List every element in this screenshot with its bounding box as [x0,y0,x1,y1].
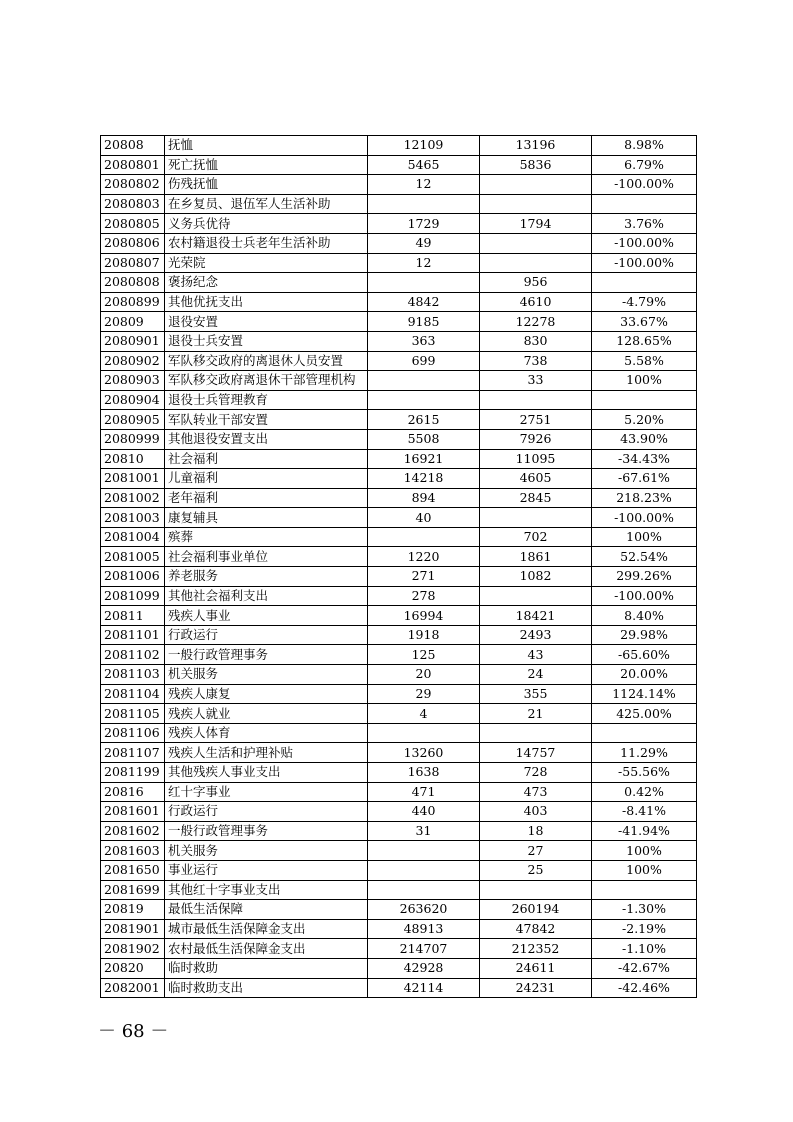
row-code-cell: 2080999 [101,429,165,449]
row-percent-cell: 5.20% [592,410,697,430]
row-name-cell: 退役士兵安置 [165,331,368,351]
row-value-1-cell: 29 [368,684,480,704]
row-percent-cell: 299.26% [592,567,697,587]
row-value-2-cell: 1861 [480,547,592,567]
row-code-cell: 2080904 [101,390,165,410]
row-value-1-cell: 20 [368,665,480,685]
row-value-2-cell [480,175,592,195]
row-value-1-cell [368,390,480,410]
row-percent-cell: 1124.14% [592,684,697,704]
row-percent-cell: 6.79% [592,155,697,175]
row-code-cell: 2081106 [101,723,165,743]
row-code-cell: 20816 [101,782,165,802]
row-value-1-cell: 9185 [368,312,480,332]
row-name-cell: 其他社会福利支出 [165,586,368,606]
table-row [101,469,697,489]
row-value-1-cell: 42114 [368,978,480,998]
row-name-cell: 军队移交政府离退休干部管理机构 [165,371,368,391]
row-name-cell: 其他退役安置支出 [165,429,368,449]
row-percent-cell: 3.76% [592,214,697,234]
row-code-cell: 2080901 [101,331,165,351]
table-row [101,782,697,802]
row-code-cell: 2081101 [101,625,165,645]
row-value-1-cell: 13260 [368,743,480,763]
table-row [101,292,697,312]
row-value-2-cell: 33 [480,371,592,391]
row-percent-cell: -42.67% [592,958,697,978]
row-percent-cell: 5.58% [592,351,697,371]
row-code-cell: 2081699 [101,880,165,900]
row-value-1-cell: 1638 [368,763,480,783]
row-percent-cell: -34.43% [592,449,697,469]
row-percent-cell: -8.41% [592,802,697,822]
row-percent-cell: 20.00% [592,665,697,685]
table-row [101,449,697,469]
row-code-cell: 2080801 [101,155,165,175]
row-value-2-cell: 260194 [480,900,592,920]
row-name-cell: 社会福利事业单位 [165,547,368,567]
row-percent-cell: -55.56% [592,763,697,783]
row-name-cell: 殡葬 [165,527,368,547]
row-value-1-cell [368,273,480,293]
row-value-2-cell: 25 [480,860,592,880]
row-value-1-cell: 49 [368,233,480,253]
row-value-1-cell: 14218 [368,469,480,489]
row-value-2-cell: 18421 [480,606,592,626]
table-row [101,488,697,508]
row-name-cell: 义务兵优待 [165,214,368,234]
row-code-cell: 2081107 [101,743,165,763]
row-value-1-cell: 1220 [368,547,480,567]
table-row [101,645,697,665]
row-name-cell: 行政运行 [165,625,368,645]
row-value-2-cell [480,390,592,410]
row-value-2-cell: 27 [480,841,592,861]
table-row [101,410,697,430]
row-name-cell: 残疾人康复 [165,684,368,704]
row-value-2-cell: 13196 [480,136,592,156]
table-row [101,919,697,939]
table-row [101,547,697,567]
row-name-cell: 残疾人体育 [165,723,368,743]
row-value-1-cell: 42928 [368,958,480,978]
budget-table-body [101,136,697,998]
table-row [101,214,697,234]
row-value-2-cell: 1082 [480,567,592,587]
row-value-1-cell [368,371,480,391]
row-name-cell: 军队移交政府的离退休人员安置 [165,351,368,371]
table-row [101,390,697,410]
row-percent-cell [592,194,697,214]
row-value-2-cell: 702 [480,527,592,547]
row-value-1-cell [368,860,480,880]
row-value-2-cell: 24611 [480,958,592,978]
row-value-1-cell [368,194,480,214]
row-code-cell: 2082001 [101,978,165,998]
row-percent-cell: -65.60% [592,645,697,665]
row-code-cell: 20819 [101,900,165,920]
table-row [101,684,697,704]
row-percent-cell [592,390,697,410]
row-value-1-cell: 4 [368,704,480,724]
row-code-cell: 20810 [101,449,165,469]
row-percent-cell: -2.19% [592,919,697,939]
row-value-2-cell [480,880,592,900]
row-name-cell: 死亡抚恤 [165,155,368,175]
table-row [101,665,697,685]
row-name-cell: 事业运行 [165,860,368,880]
table-row [101,958,697,978]
row-code-cell: 2081601 [101,802,165,822]
table-row [101,136,697,156]
row-value-1-cell: 278 [368,586,480,606]
row-name-cell: 残疾人生活和护理补贴 [165,743,368,763]
row-value-2-cell: 4605 [480,469,592,489]
row-percent-cell: 29.98% [592,625,697,645]
row-value-1-cell: 12109 [368,136,480,156]
row-value-1-cell: 1918 [368,625,480,645]
table-row [101,371,697,391]
row-percent-cell: -67.61% [592,469,697,489]
row-value-2-cell: 956 [480,273,592,293]
row-code-cell: 2080805 [101,214,165,234]
row-name-cell: 褒扬纪念 [165,273,368,293]
row-code-cell: 20811 [101,606,165,626]
table-row [101,743,697,763]
table-row [101,939,697,959]
table-row [101,175,697,195]
row-value-2-cell: 403 [480,802,592,822]
table-row [101,508,697,528]
row-value-1-cell: 263620 [368,900,480,920]
table-row [101,625,697,645]
row-value-1-cell: 16921 [368,449,480,469]
row-code-cell: 2081099 [101,586,165,606]
row-value-2-cell [480,723,592,743]
row-code-cell: 2080806 [101,233,165,253]
row-value-2-cell: 24 [480,665,592,685]
row-name-cell: 最低生活保障 [165,900,368,920]
row-code-cell: 2081002 [101,488,165,508]
row-percent-cell: 8.98% [592,136,697,156]
page-number: － 68 － [98,1021,169,1042]
row-name-cell: 其他残疾人事业支出 [165,763,368,783]
table-row [101,429,697,449]
row-code-cell: 2081001 [101,469,165,489]
table-row [101,606,697,626]
row-percent-cell [592,273,697,293]
row-value-2-cell: 830 [480,331,592,351]
row-value-1-cell: 48913 [368,919,480,939]
row-code-cell: 2080807 [101,253,165,273]
row-value-2-cell: 21 [480,704,592,724]
row-percent-cell: 218.23% [592,488,697,508]
row-value-1-cell [368,527,480,547]
row-value-2-cell: 18 [480,821,592,841]
table-row [101,567,697,587]
row-code-cell: 2081006 [101,567,165,587]
row-code-cell: 2081003 [101,508,165,528]
row-percent-cell: 100% [592,860,697,880]
row-value-2-cell: 14757 [480,743,592,763]
row-value-2-cell: 7926 [480,429,592,449]
table-row [101,763,697,783]
row-percent-cell: 100% [592,841,697,861]
row-code-cell: 2081005 [101,547,165,567]
row-percent-cell: 128.65% [592,331,697,351]
table-row [101,841,697,861]
row-value-2-cell: 24231 [480,978,592,998]
row-value-1-cell: 214707 [368,939,480,959]
row-code-cell: 2080808 [101,273,165,293]
row-name-cell: 养老服务 [165,567,368,587]
row-value-1-cell: 440 [368,802,480,822]
row-name-cell: 红十字事业 [165,782,368,802]
row-name-cell: 军队转业干部安置 [165,410,368,430]
row-value-2-cell: 2845 [480,488,592,508]
row-percent-cell: 52.54% [592,547,697,567]
table-row [101,860,697,880]
row-percent-cell: 425.00% [592,704,697,724]
row-value-2-cell: 355 [480,684,592,704]
row-value-1-cell: 31 [368,821,480,841]
row-percent-cell [592,723,697,743]
table-row [101,312,697,332]
row-percent-cell: 43.90% [592,429,697,449]
row-percent-cell: 33.67% [592,312,697,332]
row-value-1-cell: 699 [368,351,480,371]
row-value-2-cell [480,253,592,273]
row-name-cell: 在乡复员、退伍军人生活补助 [165,194,368,214]
row-code-cell: 2081105 [101,704,165,724]
row-code-cell: 20809 [101,312,165,332]
row-name-cell: 农村最低生活保障金支出 [165,939,368,959]
table-row [101,194,697,214]
table-row [101,273,697,293]
table-row [101,723,697,743]
row-percent-cell: -42.46% [592,978,697,998]
row-value-2-cell: 212352 [480,939,592,959]
row-value-2-cell: 47842 [480,919,592,939]
row-value-1-cell: 5465 [368,155,480,175]
row-value-2-cell: 4610 [480,292,592,312]
row-name-cell: 其他红十字事业支出 [165,880,368,900]
row-name-cell: 老年福利 [165,488,368,508]
row-name-cell: 机关服务 [165,665,368,685]
row-percent-cell: -41.94% [592,821,697,841]
row-percent-cell: -4.79% [592,292,697,312]
row-name-cell: 光荣院 [165,253,368,273]
row-value-2-cell: 738 [480,351,592,371]
row-value-1-cell: 271 [368,567,480,587]
row-code-cell: 2080803 [101,194,165,214]
row-percent-cell: 11.29% [592,743,697,763]
row-name-cell: 临时救助 [165,958,368,978]
row-percent-cell [592,880,697,900]
row-value-1-cell [368,723,480,743]
row-value-2-cell: 11095 [480,449,592,469]
row-value-1-cell: 16994 [368,606,480,626]
row-percent-cell: -100.00% [592,508,697,528]
row-code-cell: 2081901 [101,919,165,939]
table-row [101,978,697,998]
row-code-cell: 2081650 [101,860,165,880]
table-row [101,704,697,724]
row-name-cell: 伤残抚恤 [165,175,368,195]
row-code-cell: 2081004 [101,527,165,547]
table-row [101,586,697,606]
row-percent-cell: -1.10% [592,939,697,959]
row-value-1-cell: 2615 [368,410,480,430]
row-value-2-cell: 473 [480,782,592,802]
row-name-cell: 社会福利 [165,449,368,469]
row-value-2-cell [480,508,592,528]
row-percent-cell: -100.00% [592,586,697,606]
row-percent-cell: 100% [592,527,697,547]
row-value-1-cell: 363 [368,331,480,351]
table-row [101,527,697,547]
table-row [101,900,697,920]
row-name-cell: 农村籍退役士兵老年生活补助 [165,233,368,253]
row-code-cell: 2081602 [101,821,165,841]
row-value-2-cell: 43 [480,645,592,665]
row-name-cell: 残疾人事业 [165,606,368,626]
row-value-1-cell: 471 [368,782,480,802]
row-code-cell: 2081603 [101,841,165,861]
row-value-1-cell: 894 [368,488,480,508]
row-name-cell: 退役士兵管理教育 [165,390,368,410]
row-value-1-cell [368,841,480,861]
row-name-cell: 临时救助支出 [165,978,368,998]
row-name-cell: 机关服务 [165,841,368,861]
row-code-cell: 20820 [101,958,165,978]
row-code-cell: 2081199 [101,763,165,783]
row-percent-cell: -100.00% [592,175,697,195]
row-value-1-cell: 1729 [368,214,480,234]
row-percent-cell: -100.00% [592,233,697,253]
table-row [101,331,697,351]
row-code-cell: 2080802 [101,175,165,195]
row-value-2-cell [480,233,592,253]
row-percent-cell: 100% [592,371,697,391]
row-code-cell: 2080903 [101,371,165,391]
row-code-cell: 2080902 [101,351,165,371]
row-name-cell: 康复辅具 [165,508,368,528]
row-value-1-cell [368,880,480,900]
row-name-cell: 抚恤 [165,136,368,156]
row-name-cell: 儿童福利 [165,469,368,489]
row-name-cell: 行政运行 [165,802,368,822]
table-row [101,802,697,822]
row-name-cell: 退役安置 [165,312,368,332]
row-value-2-cell: 728 [480,763,592,783]
row-code-cell: 2080899 [101,292,165,312]
budget-table [100,135,697,998]
row-value-1-cell: 4842 [368,292,480,312]
row-name-cell: 其他优抚支出 [165,292,368,312]
table-row [101,253,697,273]
row-code-cell: 2081103 [101,665,165,685]
row-value-1-cell: 12 [368,253,480,273]
row-code-cell: 2080905 [101,410,165,430]
row-percent-cell: 8.40% [592,606,697,626]
row-name-cell: 一般行政管理事务 [165,645,368,665]
row-code-cell: 2081102 [101,645,165,665]
row-value-1-cell: 125 [368,645,480,665]
row-value-1-cell: 12 [368,175,480,195]
row-value-2-cell: 2751 [480,410,592,430]
row-code-cell: 20808 [101,136,165,156]
row-code-cell: 2081902 [101,939,165,959]
row-value-2-cell: 2493 [480,625,592,645]
row-value-1-cell: 5508 [368,429,480,449]
table-row [101,880,697,900]
row-percent-cell: -1.30% [592,900,697,920]
row-name-cell: 城市最低生活保障金支出 [165,919,368,939]
table-row [101,821,697,841]
row-value-2-cell: 12278 [480,312,592,332]
table-row [101,233,697,253]
row-value-2-cell [480,194,592,214]
row-name-cell: 残疾人就业 [165,704,368,724]
row-percent-cell: 0.42% [592,782,697,802]
table-row [101,155,697,175]
table-row [101,351,697,371]
row-name-cell: 一般行政管理事务 [165,821,368,841]
row-value-2-cell: 1794 [480,214,592,234]
row-value-1-cell: 40 [368,508,480,528]
row-percent-cell: -100.00% [592,253,697,273]
row-value-2-cell: 5836 [480,155,592,175]
row-code-cell: 2081104 [101,684,165,704]
row-value-2-cell [480,586,592,606]
